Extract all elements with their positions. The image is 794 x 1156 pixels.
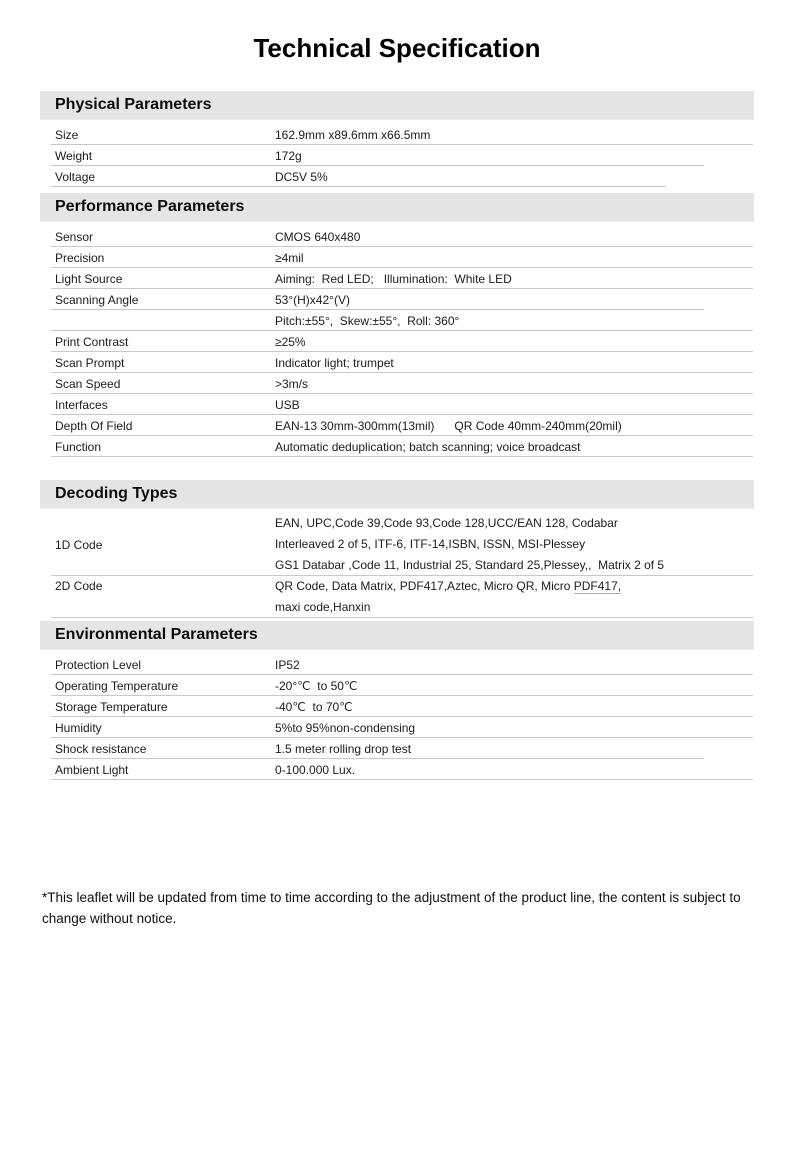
spec-value: Automatic deduplication; batch scanning; voice broadcast	[275, 439, 581, 454]
spec-value: 162.9mm x89.6mm x66.5mm	[275, 127, 431, 142]
spec-row	[40, 759, 754, 780]
section-header-environmental	[40, 621, 754, 649]
spec-label: Size	[55, 127, 79, 142]
spec-value: >3m/s	[275, 376, 309, 391]
spec-value-line: EAN, UPC,Code 39,Code 93,Code 128,UCC/EAN 128, Codabar	[275, 516, 618, 530]
spec-label: Print Contrast	[55, 334, 129, 349]
spec-row	[40, 717, 754, 738]
section-title: Physical Parameters	[55, 96, 212, 113]
spec-label: Weight	[55, 148, 93, 163]
spec-value: 53°(H)x42°(V)	[275, 292, 350, 307]
spec-label: Function	[55, 439, 102, 454]
section-title: Environmental Parameters	[55, 626, 258, 643]
spec-value-multiline	[275, 576, 754, 618]
spec-value: ≥25%	[275, 334, 306, 349]
spec-label: Ambient Light	[55, 762, 129, 777]
spec-label: Voltage	[55, 169, 96, 184]
spec-row	[40, 166, 754, 187]
spec-value-text: QR Code, Data Matrix, PDF417,Aztec, Micro QR, Micro	[275, 579, 574, 593]
spec-value: Aiming: Red LED; Illumination: White LED	[275, 271, 512, 286]
footnote: *This leaflet will be updated from time to time according to the adjustment of the product line, the content is subject to change without notice.	[42, 890, 741, 926]
spec-row	[40, 289, 754, 310]
spec-value-line: Interleaved 2 of 5, ITF-6, ITF-14,ISBN, ISSN, MSI-Plessey	[275, 537, 586, 551]
spec-label: Scan Prompt	[55, 355, 125, 370]
spec-label: Protection Level	[55, 657, 142, 672]
spec-value-line	[275, 576, 754, 597]
spec-row	[40, 373, 754, 394]
section-header-performance	[40, 193, 754, 221]
spec-label: Sensor	[55, 229, 94, 244]
spec-value-underlined-text: PDF417,	[573, 579, 622, 593]
spec-value: Indicator light; trumpet	[275, 355, 394, 370]
section-header-decoding	[40, 480, 754, 508]
spec-label: Depth Of Field	[55, 418, 133, 433]
spec-row	[40, 268, 754, 289]
spec-row	[40, 124, 754, 145]
section-header-physical	[40, 91, 754, 119]
spec-value-multiline	[275, 513, 754, 576]
spec-value: EAN-13 30mm-300mm(13mil) QR Code 40mm-240mm(20mil)	[275, 418, 622, 433]
spec-label: Humidity	[55, 720, 102, 735]
spec-row	[40, 415, 754, 436]
spec-row-1d-code	[40, 513, 754, 576]
spec-label: Interfaces	[55, 397, 108, 412]
spec-row	[40, 145, 754, 166]
spec-row	[40, 247, 754, 268]
spec-value: 5%to 95%non-condensing	[275, 720, 416, 735]
spec-value: Pitch:±55°, Skew:±55°, Roll: 360°	[275, 313, 460, 328]
document-page	[0, 33, 794, 1156]
spec-value: ≥4mil	[275, 250, 304, 265]
spec-value: 0-100.000 Lux.	[275, 762, 356, 777]
spec-label: 1D Code	[55, 537, 103, 552]
section-body-environmental	[40, 649, 754, 781]
section-body-physical	[40, 119, 754, 188]
spec-label: Shock resistance	[55, 741, 147, 756]
spec-row	[40, 436, 754, 457]
section-title: Decoding Types	[55, 485, 178, 502]
spec-row	[40, 738, 754, 759]
section-body-performance	[40, 221, 754, 458]
spec-row	[40, 331, 754, 352]
spec-row-2d-code	[40, 576, 754, 618]
spec-value: USB	[275, 397, 300, 412]
spec-row	[40, 675, 754, 696]
spec-row	[40, 226, 754, 247]
spec-label: Scan Speed	[55, 376, 121, 391]
spec-value: 1.5 meter rolling drop test	[275, 741, 412, 756]
page-title: Technical Specification	[253, 33, 541, 63]
spec-value: -20°℃ to 50℃	[275, 678, 358, 693]
spec-value: IP52	[275, 657, 300, 672]
spec-label: Operating Temperature	[55, 678, 179, 693]
spec-row	[40, 310, 754, 331]
spec-label: Light Source	[55, 271, 123, 286]
spec-row	[40, 352, 754, 373]
spec-value: -40℃ to 70℃	[275, 699, 353, 714]
spec-row	[40, 654, 754, 675]
spec-label: 2D Code	[55, 579, 103, 593]
spec-value-line: GS1 Databar ,Code 11, Industrial 25, Standard 25,Plessey,, Matrix 2 of 5	[275, 558, 665, 572]
spec-value: DC5V 5%	[275, 169, 328, 184]
spec-value: 172g	[275, 148, 302, 163]
spec-row	[40, 696, 754, 717]
spec-value-line: maxi code,Hanxin	[275, 600, 371, 614]
section-title: Performance Parameters	[55, 198, 245, 215]
spec-value: CMOS 640x480	[275, 229, 361, 244]
spec-row	[40, 394, 754, 415]
section-body-decoding	[40, 508, 754, 619]
spec-label: Precision	[55, 250, 105, 265]
spec-label: Scanning Angle	[55, 292, 139, 307]
spec-label: Storage Temperature	[55, 699, 168, 714]
